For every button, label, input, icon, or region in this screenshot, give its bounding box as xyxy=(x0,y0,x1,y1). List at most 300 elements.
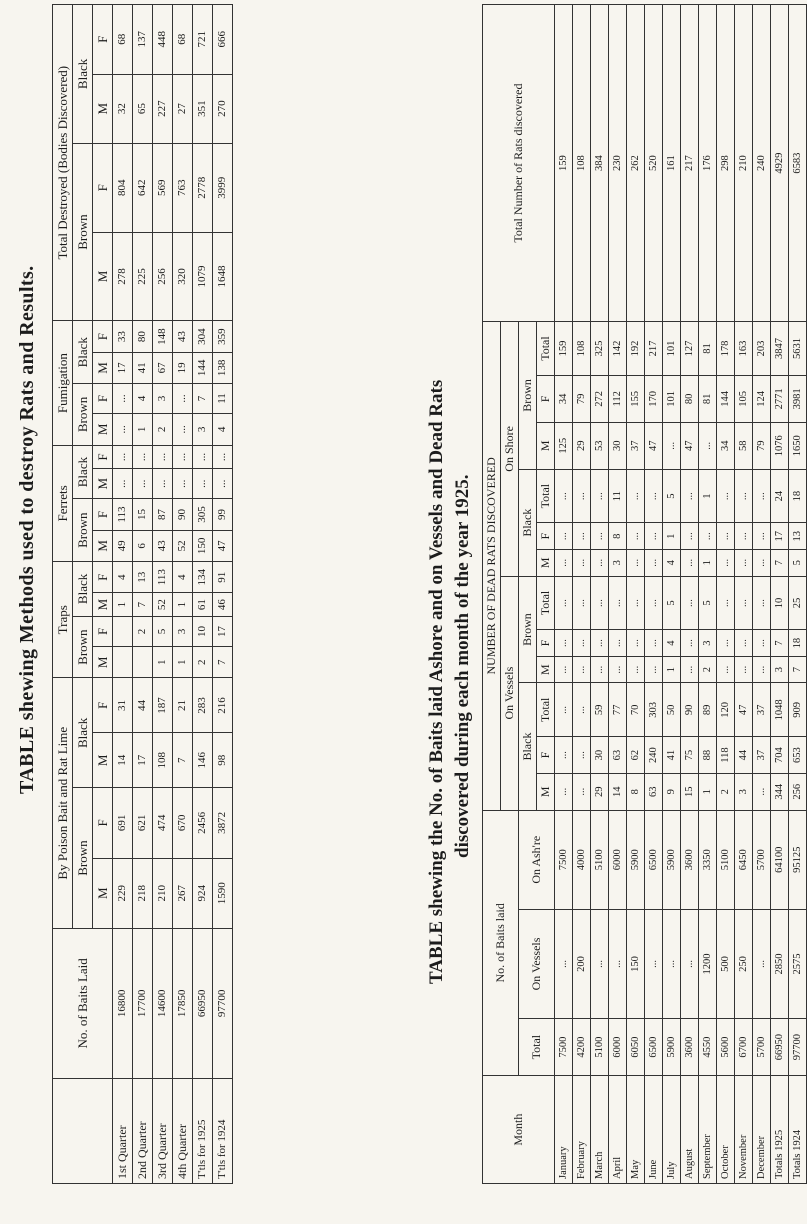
cell-pkf: 44 xyxy=(133,678,153,733)
total-header: Total xyxy=(537,683,555,737)
cell-fbm: 43 xyxy=(153,530,173,561)
cell-bv: 150 xyxy=(627,909,645,1018)
cell-sbf: 2771 xyxy=(771,375,789,422)
cell-ba: 6500 xyxy=(645,810,663,909)
cell-pbf: 670 xyxy=(173,788,193,858)
cell-sbt: 3847 xyxy=(771,322,789,376)
cell-vkt: 37 xyxy=(753,683,771,737)
cell-bv: 250 xyxy=(735,909,753,1018)
cell-ba: 5100 xyxy=(717,810,735,909)
cell-sbt: 217 xyxy=(645,322,663,376)
cell-dkm: 32 xyxy=(113,74,133,143)
cell-g: 159 xyxy=(555,5,573,322)
cell-vkt: 47 xyxy=(735,683,753,737)
cell-vkf: 37 xyxy=(753,737,771,774)
cell-sbm: 47 xyxy=(645,422,663,469)
cell-vkm: 14 xyxy=(609,773,627,810)
cell-skf: ... xyxy=(735,523,753,549)
cell-sbf: 272 xyxy=(591,375,609,422)
male-header: M xyxy=(537,549,555,576)
cell-fkf: ... xyxy=(153,445,173,468)
female-header: F xyxy=(537,375,555,422)
cell-skm: ... xyxy=(591,549,609,576)
cell-bt: 5900 xyxy=(663,1019,681,1076)
cell-pbm: 267 xyxy=(173,858,193,928)
total-header: Total xyxy=(537,322,555,376)
cell-sbt: 159 xyxy=(555,322,573,376)
cell-pkf: 187 xyxy=(153,678,173,733)
cell-vkt: ... xyxy=(555,683,573,737)
cell-skt: ... xyxy=(591,469,609,523)
cell-g: 520 xyxy=(645,5,663,322)
cell-tbm: 2 xyxy=(193,647,213,678)
table-row xyxy=(627,5,645,1184)
black-header: Black xyxy=(73,678,93,788)
female-header: F xyxy=(93,5,113,75)
cell-skm: ... xyxy=(681,549,699,576)
cell-vbm: ... xyxy=(609,656,627,683)
cell-bv: ... xyxy=(753,909,771,1018)
cell-skm: 1 xyxy=(699,549,717,576)
table-row xyxy=(753,5,771,1184)
cell-vkt: 1048 xyxy=(771,683,789,737)
cell-fbm: 150 xyxy=(193,530,213,561)
monthly-table xyxy=(482,4,807,1184)
cell-pkm: 14 xyxy=(113,733,133,788)
brown-header: Brown xyxy=(73,499,93,562)
cell-baits: 97700 xyxy=(213,928,233,1078)
cell-bt: 97700 xyxy=(789,1019,807,1076)
cell-gbm: 2 xyxy=(153,413,173,445)
cell-vbt: ... xyxy=(735,576,753,630)
methods-table xyxy=(52,4,233,1184)
baits-ashore-header: On Ash're xyxy=(519,810,555,909)
cell-vbt: 5 xyxy=(663,576,681,630)
cell-tkf: 4 xyxy=(113,562,133,593)
cell-tbf: 17 xyxy=(213,616,233,646)
cell-bv: ... xyxy=(591,909,609,1018)
cell-skm: 5 xyxy=(789,549,807,576)
male-header: M xyxy=(93,733,113,788)
on-shore-header: On Shore xyxy=(501,322,519,576)
cell-pkf: 283 xyxy=(193,678,213,733)
cell-vbf: 18 xyxy=(789,630,807,656)
cell-vbt: 5 xyxy=(699,576,717,630)
baits-header: No. of Baits Laid xyxy=(53,928,113,1078)
male-header: M xyxy=(93,593,113,616)
cell-tbf: 5 xyxy=(153,616,173,646)
cell-vbt: 10 xyxy=(771,576,789,630)
cell-fbf: 87 xyxy=(153,499,173,530)
cell-dkm: 227 xyxy=(153,74,173,143)
cell-vkm: 3 xyxy=(735,773,753,810)
cell-vkf: 653 xyxy=(789,737,807,774)
cell-bt: 4550 xyxy=(699,1019,717,1076)
cell-fkm: ... xyxy=(133,469,153,499)
cell-dkm: 65 xyxy=(133,74,153,143)
cell-vbf: ... xyxy=(591,630,609,656)
cell-vkm: 29 xyxy=(591,773,609,810)
cell-sbf: 34 xyxy=(555,375,573,422)
traps-header: Traps xyxy=(53,562,73,678)
cell-vkf: 240 xyxy=(645,737,663,774)
month-label: August xyxy=(681,1076,699,1184)
cell-vbm: ... xyxy=(591,656,609,683)
cell-tbm: 1 xyxy=(153,647,173,678)
cell-skt: ... xyxy=(645,469,663,523)
cell-vkf: 63 xyxy=(609,737,627,774)
cell-skm: 4 xyxy=(663,549,681,576)
poison-header: By Poison Bait and Rat Lime xyxy=(53,678,73,928)
cell-fbf: 305 xyxy=(193,499,213,530)
cell-gkm: 41 xyxy=(133,352,153,383)
cell-ba: 6000 xyxy=(609,810,627,909)
cell-vkf: 44 xyxy=(735,737,753,774)
cell-gbm: 4 xyxy=(213,413,233,445)
baits-total-header: Total xyxy=(519,1019,555,1076)
cell-ba: 3350 xyxy=(699,810,717,909)
cell-gbm: 3 xyxy=(193,413,213,445)
cell-vbf: ... xyxy=(555,630,573,656)
cell-ba: 5100 xyxy=(591,810,609,909)
table-row xyxy=(133,5,153,1184)
cell-bt: 5700 xyxy=(753,1019,771,1076)
cell-bv: 200 xyxy=(573,909,591,1018)
cell-sbm: 34 xyxy=(717,422,735,469)
table-row xyxy=(213,5,233,1184)
cell-skf: ... xyxy=(699,523,717,549)
row-label: T'tls for 1924 xyxy=(213,1078,233,1183)
cell-dkf: 137 xyxy=(133,5,153,75)
cell-vbm: ... xyxy=(735,656,753,683)
cell-skt: 18 xyxy=(789,469,807,523)
table-row xyxy=(771,5,789,1184)
cell-fkf: ... xyxy=(173,445,193,468)
cell-g: 217 xyxy=(681,5,699,322)
fumigation-header: Fumigation xyxy=(53,321,73,445)
row-label: 2nd Quarter xyxy=(133,1078,153,1183)
male-header: M xyxy=(93,530,113,561)
cell-fkm: ... xyxy=(193,469,213,499)
cell-vkf: ... xyxy=(573,737,591,774)
table-row xyxy=(609,5,627,1184)
cell-bt: 6050 xyxy=(627,1019,645,1076)
cell-vkm: 15 xyxy=(681,773,699,810)
cell-gkf: 33 xyxy=(113,321,133,352)
cell-sbm: 125 xyxy=(555,422,573,469)
cell-vbm: 7 xyxy=(789,656,807,683)
cell-g: 230 xyxy=(609,5,627,322)
cell-skm: ... xyxy=(735,549,753,576)
cell-gbf: 3 xyxy=(153,384,173,414)
cell-vbm: ... xyxy=(717,656,735,683)
cell-sbt: 192 xyxy=(627,322,645,376)
brown-header: Brown xyxy=(73,143,93,321)
cell-tkm: 1 xyxy=(113,593,133,616)
cell-vkt: 70 xyxy=(627,683,645,737)
cell-vbf: ... xyxy=(735,630,753,656)
cell-tbf: 3 xyxy=(173,616,193,646)
cell-gbf: 4 xyxy=(133,384,153,414)
cell-vbm: ... xyxy=(681,656,699,683)
cell-vbm: 3 xyxy=(771,656,789,683)
cell-pkf: 21 xyxy=(173,678,193,733)
cell-gkm: 138 xyxy=(213,352,233,383)
cell-fkf: ... xyxy=(133,445,153,468)
cell-skm: 7 xyxy=(771,549,789,576)
cell-fkm: ... xyxy=(113,469,133,499)
cell-pkm: 17 xyxy=(133,733,153,788)
brown-header: Brown xyxy=(73,384,93,446)
cell-skf: ... xyxy=(627,523,645,549)
cell-sbt: 178 xyxy=(717,322,735,376)
female-header: F xyxy=(93,384,113,414)
cell-bt: 7500 xyxy=(555,1019,573,1076)
cell-vkm: ... xyxy=(753,773,771,810)
table-row xyxy=(681,5,699,1184)
table-row xyxy=(663,5,681,1184)
total-destroyed-header: Total Destroyed (Bodies Discovered) xyxy=(53,5,73,321)
month-label: September xyxy=(699,1076,717,1184)
cell-vbf: 7 xyxy=(771,630,789,656)
cell-fkf: ... xyxy=(193,445,213,468)
cell-ba: 5900 xyxy=(627,810,645,909)
cell-vkt: 120 xyxy=(717,683,735,737)
cell-vbt: 25 xyxy=(789,576,807,630)
cell-vkm: 344 xyxy=(771,773,789,810)
cell-dbf: 569 xyxy=(153,143,173,232)
cell-skt: ... xyxy=(681,469,699,523)
cell-sbm: 1650 xyxy=(789,422,807,469)
table-row xyxy=(735,5,753,1184)
vessels-brown-header: Brown xyxy=(519,576,537,683)
cell-vkf: 704 xyxy=(771,737,789,774)
table-row xyxy=(153,5,173,1184)
cell-vbf: ... xyxy=(573,630,591,656)
cell-baits: 14600 xyxy=(153,928,173,1078)
cell-fkf: ... xyxy=(213,445,233,468)
cell-dkm: 270 xyxy=(213,74,233,143)
cell-sbf: 81 xyxy=(699,375,717,422)
cell-sbf: 3981 xyxy=(789,375,807,422)
cell-ba: 7500 xyxy=(555,810,573,909)
male-header: M xyxy=(93,469,113,499)
cell-gkf: 359 xyxy=(213,321,233,352)
cell-vbf: ... xyxy=(627,630,645,656)
cell-pkm: 98 xyxy=(213,733,233,788)
cell-sbf: 79 xyxy=(573,375,591,422)
cell-tkf: 134 xyxy=(193,562,213,593)
cell-gkf: 304 xyxy=(193,321,213,352)
cell-pbm: 229 xyxy=(113,858,133,928)
total-header: Total xyxy=(537,469,555,523)
cell-skf: 17 xyxy=(771,523,789,549)
cell-ba: 3600 xyxy=(681,810,699,909)
table-row xyxy=(789,5,807,1184)
cell-sbm: 79 xyxy=(753,422,771,469)
table-row xyxy=(645,5,663,1184)
cell-dbm: 1648 xyxy=(213,232,233,321)
cell-fkm: ... xyxy=(213,469,233,499)
cell-gkm: 17 xyxy=(113,352,133,383)
row-label: 3rd Quarter xyxy=(153,1078,173,1183)
female-header: F xyxy=(537,737,555,774)
cell-sbm: ... xyxy=(699,422,717,469)
cell-ba: 5700 xyxy=(753,810,771,909)
month-label: March xyxy=(591,1076,609,1184)
cell-vbt: ... xyxy=(573,576,591,630)
cell-fkf: ... xyxy=(113,445,133,468)
cell-sbt: 203 xyxy=(753,322,771,376)
cell-sbt: 5631 xyxy=(789,322,807,376)
month-label: January xyxy=(555,1076,573,1184)
cell-vkm: 256 xyxy=(789,773,807,810)
cell-fbm: 49 xyxy=(113,530,133,561)
cell-skt: ... xyxy=(753,469,771,523)
cell-dkm: 351 xyxy=(193,74,213,143)
cell-skf: ... xyxy=(555,523,573,549)
table-row xyxy=(573,5,591,1184)
cell-bt: 3600 xyxy=(681,1019,699,1076)
cell-sbf: 170 xyxy=(645,375,663,422)
cell-vbf: ... xyxy=(609,630,627,656)
cell-dbm: 225 xyxy=(133,232,153,321)
cell-vbt: ... xyxy=(555,576,573,630)
cell-gbm: ... xyxy=(113,413,133,445)
cell-vkt: 909 xyxy=(789,683,807,737)
male-header: M xyxy=(93,74,113,143)
cell-sbt: 142 xyxy=(609,322,627,376)
cell-ba: 4000 xyxy=(573,810,591,909)
shore-brown-header: Brown xyxy=(519,322,537,470)
cell-vkm: 2 xyxy=(717,773,735,810)
cell-gbf: ... xyxy=(113,384,133,414)
cell-vbt: ... xyxy=(609,576,627,630)
cell-dbm: 256 xyxy=(153,232,173,321)
cell-tbf: 10 xyxy=(193,616,213,646)
male-header: M xyxy=(93,413,113,445)
month-label: October xyxy=(717,1076,735,1184)
cell-skt: ... xyxy=(627,469,645,523)
cell-sbm: 37 xyxy=(627,422,645,469)
month-label: June xyxy=(645,1076,663,1184)
cell-skt: ... xyxy=(573,469,591,523)
cell-vbt: ... xyxy=(627,576,645,630)
cell-vkt: 90 xyxy=(681,683,699,737)
baits-vessels-header: On Vessels xyxy=(519,909,555,1018)
cell-tkf: 13 xyxy=(133,562,153,593)
grand-total-header: Total Number of Rats discovered xyxy=(483,5,555,322)
cell-g: 240 xyxy=(753,5,771,322)
cell-bv: 2850 xyxy=(771,909,789,1018)
cell-bt: 5100 xyxy=(591,1019,609,1076)
month-label: February xyxy=(573,1076,591,1184)
cell-g: 161 xyxy=(663,5,681,322)
cell-gkm: 19 xyxy=(173,352,193,383)
row-label: 1st Quarter xyxy=(113,1078,133,1183)
cell-dkf: 448 xyxy=(153,5,173,75)
cell-sbf: 112 xyxy=(609,375,627,422)
male-header: M xyxy=(537,422,555,469)
cell-vbt: ... xyxy=(717,576,735,630)
male-header: M xyxy=(537,773,555,810)
cell-sbf: 124 xyxy=(753,375,771,422)
cell-bv: ... xyxy=(609,909,627,1018)
cell-vbf: ... xyxy=(645,630,663,656)
cell-tbm: 1 xyxy=(173,647,193,678)
cell-skm: ... xyxy=(717,549,735,576)
cell-bv: ... xyxy=(663,909,681,1018)
cell-ba: 6450 xyxy=(735,810,753,909)
cell-vbf: 4 xyxy=(663,630,681,656)
cell-vkf: 88 xyxy=(699,737,717,774)
cell-bt: 66950 xyxy=(771,1019,789,1076)
month-header: Month xyxy=(483,1076,555,1184)
cell-pbf: 691 xyxy=(113,788,133,858)
cell-vbt: ... xyxy=(753,576,771,630)
table-row xyxy=(699,5,717,1184)
baits-laid-header: No. of Baits laid xyxy=(483,810,519,1076)
table2-title-line1: TABLE shewing the No. of Baits laid Ashore and on Vessels and Dead Rats xyxy=(426,379,447,984)
cell-vkf: 75 xyxy=(681,737,699,774)
cell-vkt: 89 xyxy=(699,683,717,737)
female-header: F xyxy=(93,788,113,858)
cell-fbm: 47 xyxy=(213,530,233,561)
cell-bt: 4200 xyxy=(573,1019,591,1076)
black-header: Black xyxy=(73,562,93,617)
cell-vkt: 59 xyxy=(591,683,609,737)
cell-dbm: 320 xyxy=(173,232,193,321)
cell-gbf: 11 xyxy=(213,384,233,414)
cell-sbf: 155 xyxy=(627,375,645,422)
cell-g: 6583 xyxy=(789,5,807,322)
period-header xyxy=(53,1078,113,1183)
table-row xyxy=(591,5,609,1184)
row-label: T'tls for 1925 xyxy=(193,1078,213,1183)
cell-baits: 17850 xyxy=(173,928,193,1078)
month-label: Totals 1925 xyxy=(771,1076,789,1184)
cell-dbm: 1079 xyxy=(193,232,213,321)
cell-sbm: 29 xyxy=(573,422,591,469)
cell-dbm: 278 xyxy=(113,232,133,321)
cell-gbf: 7 xyxy=(193,384,213,414)
cell-skf: ... xyxy=(753,523,771,549)
male-header: M xyxy=(537,656,555,683)
table-row xyxy=(173,5,193,1184)
cell-g: 298 xyxy=(717,5,735,322)
cell-bv: 2575 xyxy=(789,909,807,1018)
dead-rats-header: NUMBER OF DEAD RATS DISCOVERED xyxy=(483,322,501,810)
cell-gkf: 148 xyxy=(153,321,173,352)
cell-dkf: 721 xyxy=(193,5,213,75)
cell-bt: 6700 xyxy=(735,1019,753,1076)
cell-bv: 1200 xyxy=(699,909,717,1018)
cell-vkm: ... xyxy=(555,773,573,810)
cell-sbm: ... xyxy=(663,422,681,469)
cell-bt: 6000 xyxy=(609,1019,627,1076)
cell-skm: 3 xyxy=(609,549,627,576)
cell-vbf: ... xyxy=(753,630,771,656)
cell-dbf: 763 xyxy=(173,143,193,232)
cell-dkf: 68 xyxy=(113,5,133,75)
cell-dbf: 3999 xyxy=(213,143,233,232)
shore-black-header: Black xyxy=(519,469,537,576)
cell-bv: ... xyxy=(645,909,663,1018)
ferrets-header: Ferrets xyxy=(53,445,73,561)
cell-vkf: 118 xyxy=(717,737,735,774)
cell-dkf: 666 xyxy=(213,5,233,75)
female-header: F xyxy=(93,143,113,232)
